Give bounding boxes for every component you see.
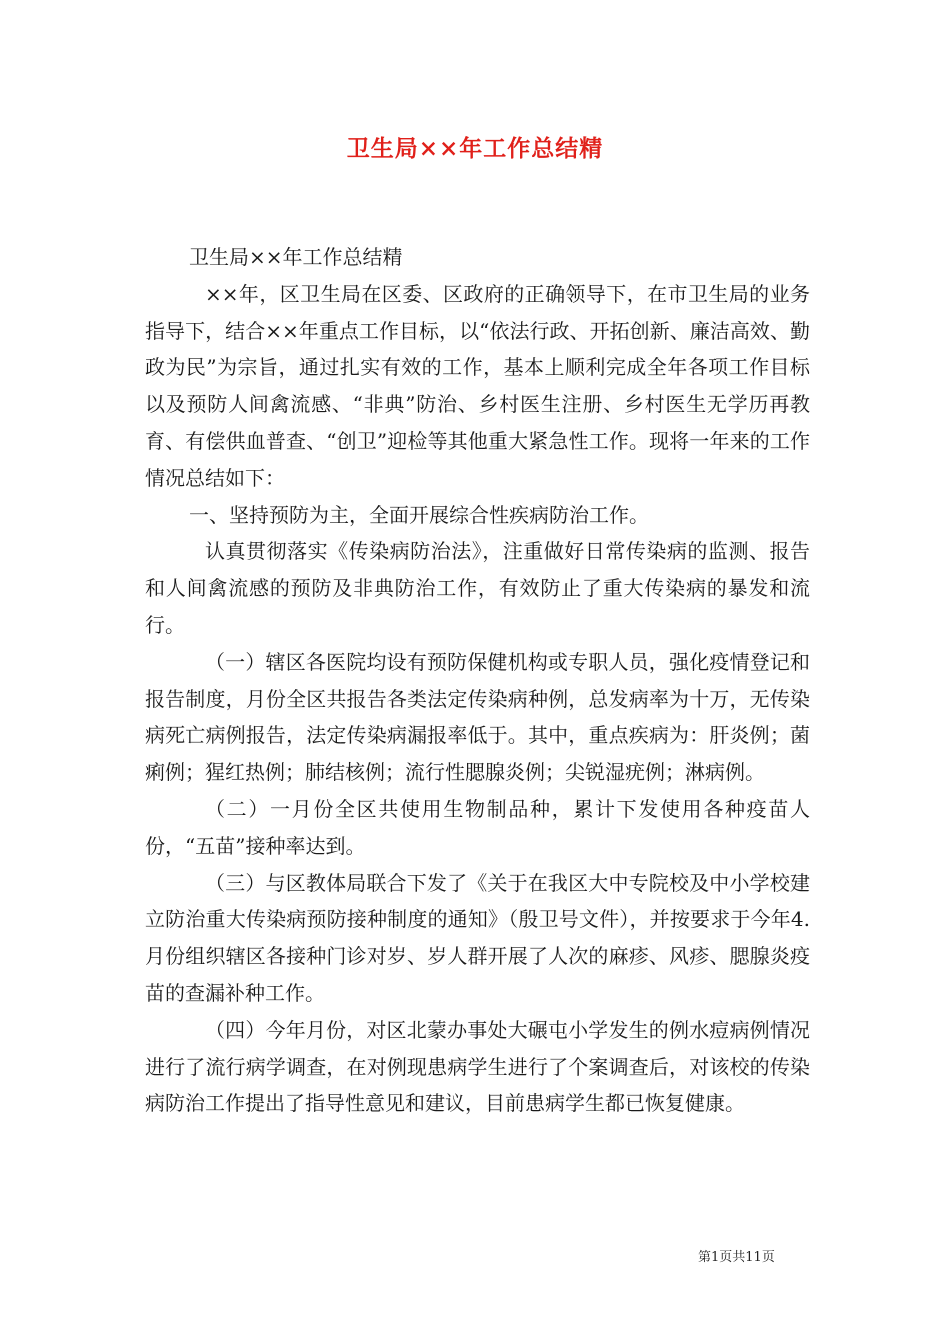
paragraph-section-1: 一、坚持预防为主，全面开展综合性疾病防治工作。 <box>189 502 649 527</box>
paragraph-item-4: （四）今年月份，对区北蒙办事处大碾屯小学发生的例水痘病例情况进行了流行病学调查，在对例现患病学生进行了个案调查后，对该校的传染病防治工作提出了指导性意见和建议，目前患病学生都已恢复健康。 <box>145 1017 810 1116</box>
paragraph-section-1-summary: 认真贯彻落实《传染病防治法》，注重做好日常传染病的监测、报告和人间禽流感的预防及非典防治工作，有效防止了重大传染病的暴发和流行。 <box>145 539 810 637</box>
document-body <box>145 239 810 1122</box>
document-title: 卫生局××年工作总结精 <box>346 135 604 162</box>
paragraph-item-1: （一）辖区各医院均设有预防保健机构或专职人员，强化疫情登记和报告制度，月份全区共报告各类法定传染病种例，总发病率为十万，无传染病死亡病例报告，法定传染病漏报率低于。其中，重点疾病为：肝炎例；菌痢例；猩红热例；肺结核例；流行性腮腺炎例；尖锐湿疣例；淋病例。 <box>145 649 810 785</box>
paragraph-item-2: （二）一月份全区共使用生物制品种，累计下发使用各种疫苗人份，“五苗”接种率达到。 <box>145 796 810 858</box>
paragraph-item-3: （三）与区教体局联合下发了《关于在我区大中专院校及中小学校建立防治重大传染病预防接种制度的通知》（殷卫号文件），并按要求于今年4.月份组织辖区各接种门诊对岁、岁人群开展了人次的麻疹、风疹、腮腺炎疫苗的查漏补种工作。 <box>145 870 810 1005</box>
paragraph-heading: 卫生局××年工作总结精 <box>189 245 403 269</box>
paragraph-intro: ××年，区卫生局在区委、区政府的正确领导下，在市卫生局的业务指导下，结合××年重点工作目标，以“依法行政、开拓创新、廉洁高效、勤政为民”为宗旨，通过扎实有效的工作，基本上顺利完成全年各项工作目标以及预防人间禽流感、“非典”防治、乡村医生注册、乡村医生无学历再教育、有偿供血普查、“创卫”迎检等其他重大紧急性工作。现将一年来的工作情况总结如下： <box>145 281 810 490</box>
page-number: 第1页共11页 <box>698 1250 775 1265</box>
